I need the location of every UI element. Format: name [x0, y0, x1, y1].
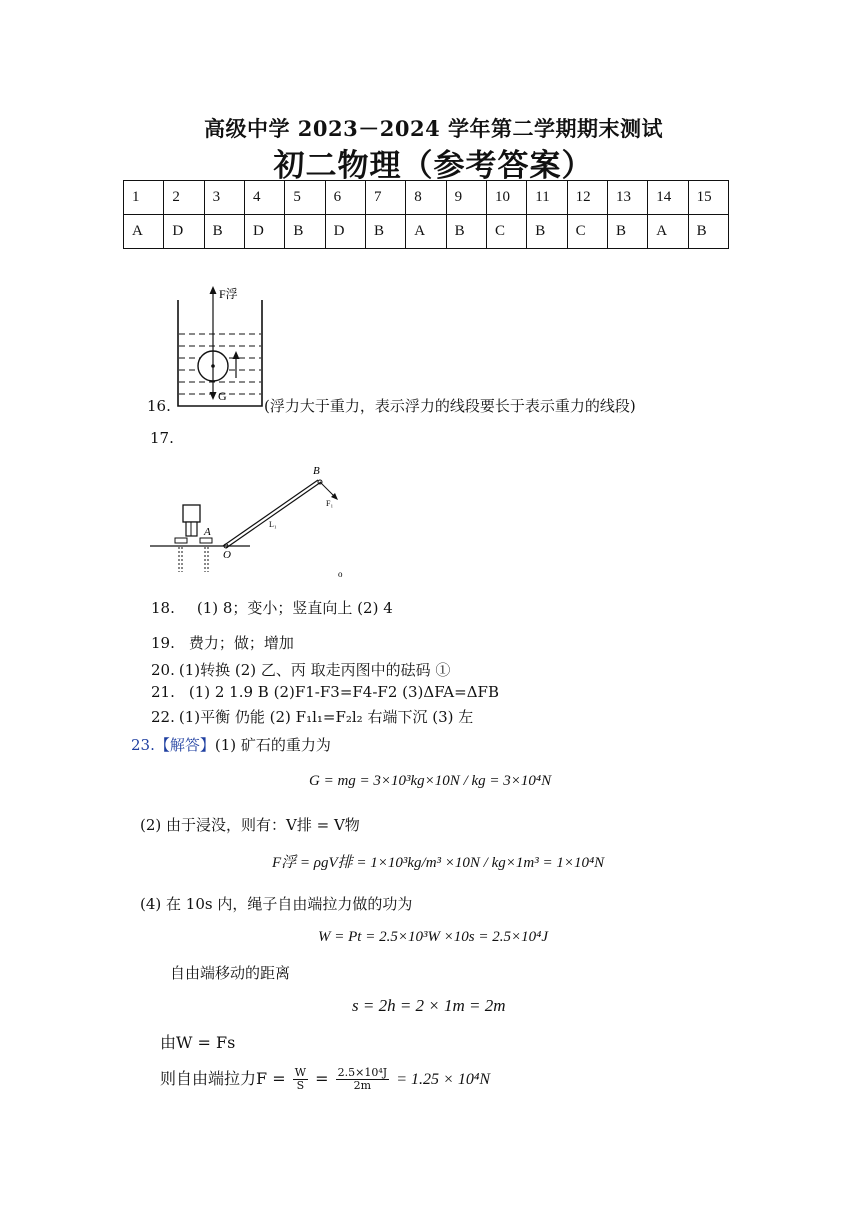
q23-number: 23. [131, 736, 155, 754]
q23-header [131, 734, 331, 755]
answer-cell: B [527, 215, 567, 249]
question-number-cell: 11 [527, 181, 567, 215]
q21-answer [151, 683, 499, 701]
question-number-cell: 12 [567, 181, 607, 215]
answer-cell: B [607, 215, 647, 249]
formula-distance: s = 2h = 2 × 1m = 2m [352, 996, 506, 1015]
question-number-cell: 9 [446, 181, 486, 215]
buoyant-force-label: F浮 [219, 287, 238, 301]
q23-p3: (4) 在 10s 内，绳子自由端拉力做的功为 [140, 895, 413, 913]
q23-tag: 【解答】 [154, 736, 215, 754]
answer-cell: D [244, 215, 284, 249]
arm-l1-label: L₁ [269, 520, 277, 529]
table-row [124, 181, 729, 215]
answer-table [123, 180, 729, 249]
q21-text: (1) 2 1.9 B (2)F1-F3=F4-F2 (3)ΔFA=ΔFB [188, 683, 499, 701]
q23-p6: 则自由端拉力F = $\frac{W}{S}$ = $\frac{\text{2.5×10⁴J}}{2m}$ = 1.25 × 10⁴N [160, 1066, 491, 1092]
point-o-label: O [223, 549, 231, 561]
force-result: = 1.25 × 10⁴N [396, 1071, 491, 1088]
lever-diagram [150, 460, 360, 580]
answer-cell: B [285, 215, 325, 249]
q18-number: 18. [151, 599, 175, 617]
question-number-cell: 10 [486, 181, 526, 215]
formula-buoyancy: F浮 = ρgV排 = 1×10³kg/m³ ×10N / kg×1m³ = 1×10⁴N [272, 855, 605, 871]
answer-cell: C [486, 215, 526, 249]
answer-cell: D [164, 215, 204, 249]
question-number-cell: 7 [365, 181, 405, 215]
q20-text: (1)转换 (2) 乙、丙 取走丙图中的砝码 ① [178, 661, 451, 679]
force-f1-label: F₁ [326, 499, 334, 508]
q23-p1: (1) 矿石的重力为 [214, 736, 331, 754]
answer-cell: B [365, 215, 405, 249]
exam-title: 高级中学 2023－2024 学年第二学期期末测试 [203, 116, 663, 141]
fraction-w-over-s: $\frac{W}{S}$ [294, 1066, 307, 1092]
answer-cell: B [446, 215, 486, 249]
q21-number: 21. [151, 683, 175, 701]
gravity-label: G [218, 389, 227, 403]
buoyancy-diagram [170, 282, 270, 412]
q18-text: (1) 8；变小；竖直向上 (2) 4 [196, 599, 393, 617]
question-number-cell: 6 [325, 181, 365, 215]
q22-number: 22. [151, 708, 175, 726]
question-number-cell: 2 [164, 181, 204, 215]
point-a-label: A [204, 526, 211, 538]
page-title: 初二物理（参考答案） [273, 148, 594, 184]
fraction-work-over-distance: $\frac{\text{2.5×10⁴J}}{2m}$ [337, 1066, 388, 1092]
q19-text: 费力；做；增加 [188, 634, 294, 652]
table-row [124, 215, 729, 249]
q16-note: (浮力大于重力，表示浮力的线段要长于表示重力的线段) [264, 397, 636, 415]
answer-cell: A [648, 215, 688, 249]
formula-gravity: G = mg = 3×10³kg×10N / kg = 3×10⁴N [309, 773, 552, 789]
question-number-cell: 3 [204, 181, 244, 215]
answer-cell: B [204, 215, 244, 249]
question-number-cell: 8 [406, 181, 446, 215]
q17-number: 17. [150, 429, 174, 447]
q18-answer [151, 597, 393, 618]
answer-cell: B [688, 215, 728, 249]
q19-answer [151, 632, 294, 653]
question-number-cell: 5 [285, 181, 325, 215]
q22-text: (1)平衡 仍能 (2) F₁l₁=F₂l₂ 右端下沉 (3) 左 [178, 708, 474, 726]
q16-number: 16. [147, 397, 171, 415]
q20-answer [151, 659, 450, 680]
question-number-cell: 4 [244, 181, 284, 215]
q19-number: 19. [151, 634, 175, 652]
q23-p2: (2) 由于浸没，则有：V排 = V物 [140, 816, 360, 834]
question-number-cell: 14 [648, 181, 688, 215]
answer-cell: D [325, 215, 365, 249]
answer-cell: A [124, 215, 164, 249]
q23-p5: 由W = Fs [160, 1033, 236, 1052]
answer-cell: A [406, 215, 446, 249]
q20-number: 20. [151, 661, 175, 679]
formula-work: W = Pt = 2.5×10³W ×10s = 2.5×10⁴J [318, 929, 549, 945]
question-number-cell: 13 [607, 181, 647, 215]
point-b-label: B [313, 465, 320, 477]
q22-answer [151, 706, 473, 727]
answer-cell: C [567, 215, 607, 249]
q23-p4: 自由端移动的距离 [170, 964, 291, 982]
question-number-cell: 1 [124, 181, 164, 215]
question-number-cell: 15 [688, 181, 728, 215]
stray-dot-label: o [338, 569, 343, 579]
q23-p6-prefix: 则自由端拉力F = [160, 1069, 286, 1088]
